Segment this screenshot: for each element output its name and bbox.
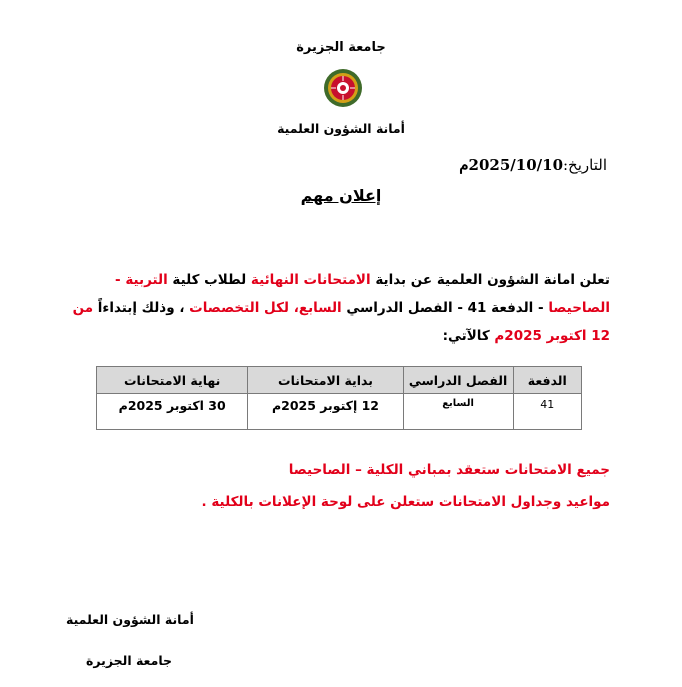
header-batch: الدفعة <box>513 367 581 394</box>
announcement-text <box>70 266 610 350</box>
highlight-final-exams: الامتحانات النهائية <box>250 272 371 288</box>
note-location: جميع الامتحانات ستعقد بمباني الكلية – الصاحيصا <box>288 462 610 478</box>
cell-exam-end: 30 اكتوبر 2025م <box>97 394 248 430</box>
header-exam-start: بداية الامتحانات <box>248 367 403 394</box>
header-semester: الفصل الدراسي <box>403 367 513 394</box>
cell-batch: 41 <box>513 394 581 430</box>
date-label: التاريخ: <box>563 156 607 174</box>
text-segment: الفصل الدراسي <box>341 300 453 316</box>
signature-office: أمانة الشؤون العلمية <box>66 612 194 627</box>
university-logo <box>323 68 363 108</box>
highlight-specializations: ، لكل التخصصات <box>189 300 299 316</box>
university-name: جامعة الجزيرة <box>296 40 386 55</box>
text-segment: كالآتي: <box>442 328 495 344</box>
header-exam-end: نهاية الامتحانات <box>97 367 248 394</box>
text-segment: - الدفعة 41 - <box>452 300 549 316</box>
cell-semester: السابع <box>403 394 513 430</box>
date-value: 2025/10/10م <box>459 156 563 174</box>
signature-university: جامعة الجزيرة <box>86 653 173 668</box>
note-schedule: مواعيد وجداول الامتحانات ستعلن على لوحة الإعلانات بالكلية . <box>201 494 610 510</box>
table-row <box>97 394 582 430</box>
text-segment: ، وذلك إبتداءاً <box>93 300 190 316</box>
cell-exam-start: 12 إكتوبر 2025م <box>248 394 403 430</box>
text-segment: تعلن امانة الشؤون العلمية عن بداية <box>370 272 610 288</box>
announcement-heading: إعلان مهم <box>300 186 382 205</box>
highlight-start-date: من 12 اكتوبر 2025م <box>72 300 610 344</box>
office-name: أمانة الشؤون العلمية <box>277 121 405 136</box>
announcement-date <box>459 156 607 174</box>
schedule-table <box>96 366 582 430</box>
highlight-college: التربية - الصاحيصا <box>115 272 610 316</box>
notes <box>70 454 610 518</box>
text-segment: لطلاب كلية <box>167 272 251 288</box>
highlight-semester: السابع <box>298 300 342 316</box>
table-header-row <box>97 367 582 394</box>
